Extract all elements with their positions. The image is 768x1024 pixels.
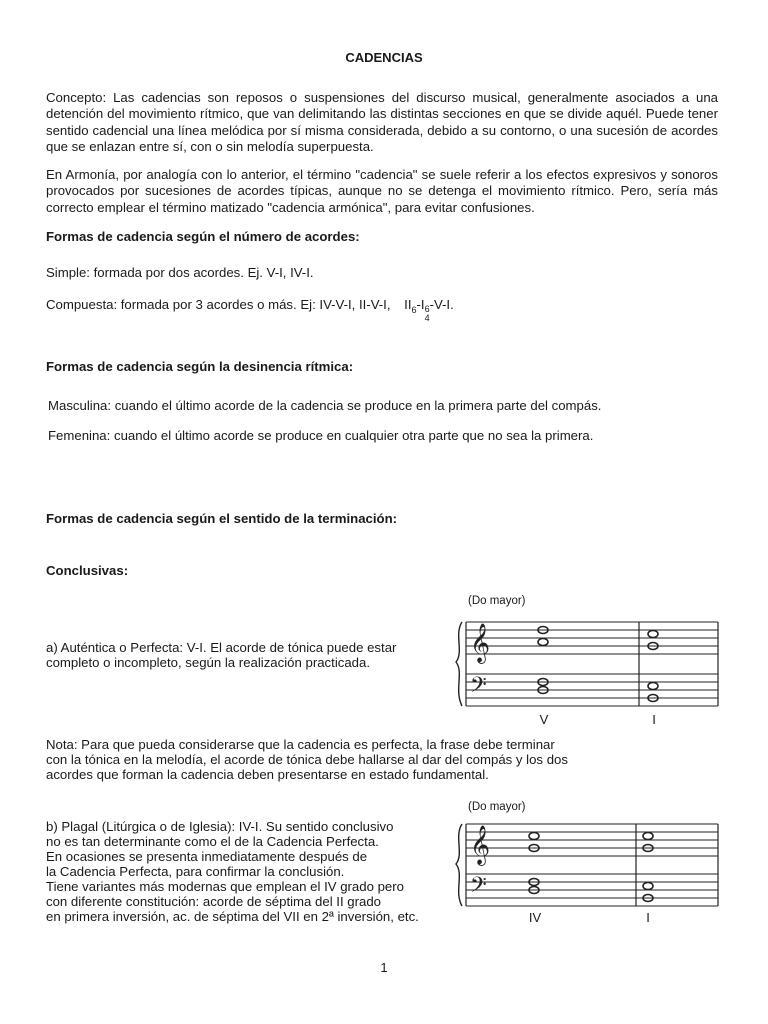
plagal-line-3: En ocasiones se presenta inmediatamente después de [46,849,368,864]
nota-line-2: con la tónica en la melodía, el acorde de tónica debe hallarse al dar del compás y los dos [46,752,568,767]
plagal-label-i: I [646,910,650,925]
chord-v [538,627,548,694]
treble-staff [466,824,718,856]
plagal-line-1: b) Plagal (Litúrgica o de Iglesia): IV-I. Su sentido conclusivo [46,819,394,834]
armonia-paragraph: En Armonía, por analogía con lo anterior, el término "cadencia" se suele referir a los efectos expresivos y sonoros provocados por sucesiones de acordes típicas, aunque no se detenga el movimiento rítmico. Pero, sería más correcto emplear el término matizado "cadencia armónica", para evitar confusiones. [46,167,718,215]
plagal-line-7: en primera inversión, ac. de séptima del VII en 2ª inversión, etc. [46,909,419,924]
chord-iv [529,833,539,894]
bass-clef-icon: 𝄢 [470,873,487,903]
plagal-label-iv: IV [528,910,542,925]
compuesta-line [46,297,454,323]
autentica-line-2: completo o incompleto, según la realización practicada. [46,655,371,670]
heading-conclusivas: Conclusivas: [46,563,129,578]
bass-staff [466,874,718,906]
ex-b: -I [416,297,425,312]
plagal-line-4: la Cadencia Perfecta, para confirmar la conclusión. [46,864,345,879]
nota-line-3: acordes que forman la cadencia deben presentarse en estado fundamental. [46,767,489,782]
page-title: CADENCIAS [345,50,423,65]
treble-clef-icon: 𝄞 [470,825,491,865]
ex-a-sub: 6 [411,305,417,315]
chord-i [643,833,653,902]
concepto-paragraph: Concepto: Las cadencias son reposos o suspensiones del discurso musical, generalmente asociados a una detención del movimiento rítmico, que van delimitando las distintas secciones en que se divide aquél. Puede tener sentido cadencial una línea melódica por sí misma considerada, debido a su contorno, o una sucesión de acordes que se enlazan entre sí, con o sin melodía superpuesta. [46,90,718,155]
autentica-label-v: V [539,712,549,727]
plagal-line-2: no es tan determinante como el de la Cadencia Perfecta. [46,834,379,849]
compuesta-example [404,297,454,323]
autentica-key-label: (Do mayor) [468,595,526,607]
brace [456,824,462,906]
compuesta-text: Compuesta: formada por 3 acordes o más. Ej: IV-V-I, II-V-I, [46,297,391,312]
femenina-line: Femenina: cuando el último acorde se produce en cualquier otra parte que no sea la primera. [48,428,594,443]
ex-b-sub: 6 4 [424,304,430,323]
chord-i [648,631,658,702]
treble-clef-icon: 𝄞 [470,623,491,663]
autentica-score [452,614,724,714]
bass-staff [466,674,718,706]
plagal-score [452,818,724,914]
nota-line-1: Nota: Para que pueda considerarse que la cadencia es perfecta, la frase debe terminar [46,737,555,752]
autentica-line-1: a) Auténtica o Perfecta: V-I. El acorde de tónica puede estar [46,640,397,655]
simple-line: Simple: formada por dos acordes. Ej. V-I, IV-I. [46,265,314,280]
heading-desinencia: Formas de cadencia según la desinencia rítmica: [46,359,354,374]
plagal-key-label: (Do mayor) [468,801,526,813]
heading-terminacion: Formas de cadencia según el sentido de la terminación: [46,511,398,526]
ex-c: -V-I. [429,297,454,312]
masculina-line: Masculina: cuando el último acorde de la cadencia se produce en la primera parte del compás. [48,398,602,413]
plagal-line-5: Tiene variantes más modernas que emplean el IV grado pero [46,879,404,894]
brace [456,622,462,706]
heading-numero-acordes: Formas de cadencia según el número de acordes: [46,229,360,244]
plagal-line-6: con diferente constitución: acorde de séptima del II grado [46,894,382,909]
bass-clef-icon: 𝄢 [470,673,487,703]
page-number: 1 [380,960,388,975]
autentica-label-i: I [652,712,656,727]
treble-staff [466,622,718,654]
ex-a: II [404,297,412,312]
